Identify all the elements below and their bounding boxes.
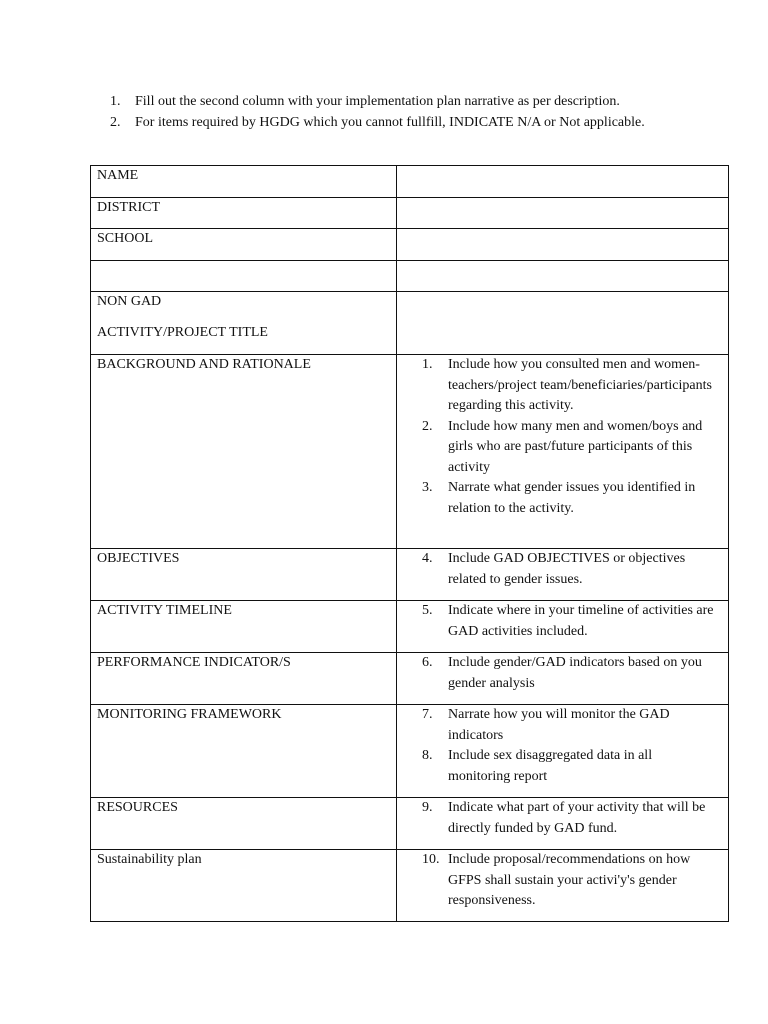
value-cell-monitoring[interactable]	[397, 705, 729, 798]
row-label: RESOURCES	[97, 800, 178, 815]
row-label: BACKGROUND AND RATIONALE	[97, 357, 311, 372]
instruction-text: Fill out the second column with your implementation plan narrative as per description.	[135, 94, 620, 109]
row-label: Sustainability plan	[97, 852, 202, 867]
table-row-blank	[91, 261, 729, 292]
value-cell-sustainability[interactable]	[397, 850, 729, 922]
table-row-school	[91, 229, 729, 261]
value-cell-timeline[interactable]	[397, 601, 729, 653]
list-item	[422, 549, 716, 590]
instruction-text: For items required by HGDG which you cannot fullfill, INDICATE N/A or Not applicable.	[135, 114, 645, 130]
item-text: Include how many men and women/boys and girls who are past/future participants of this activity	[448, 418, 703, 475]
table-row-objectives	[91, 549, 729, 601]
item-number: 5.	[422, 603, 433, 618]
row-label: NON GAD	[97, 294, 162, 309]
label-cell-background	[91, 355, 397, 549]
table-row-title	[91, 292, 729, 355]
label-cell-sustainability	[91, 850, 397, 922]
row-label: NAME	[97, 168, 139, 183]
table-row-background	[91, 355, 729, 549]
label-cell-monitoring	[91, 705, 397, 798]
row-label: SCHOOL	[97, 231, 154, 246]
label-cell-school	[91, 229, 397, 261]
list-item	[422, 746, 716, 787]
label-cell-district	[91, 198, 397, 229]
item-number: 4.	[422, 551, 433, 566]
table-row-resources	[91, 798, 729, 850]
value-cell-school[interactable]	[397, 229, 729, 261]
item-text: Include GAD OBJECTIVES or objectives related to gender issues.	[448, 551, 686, 587]
instruction-item	[110, 92, 690, 113]
table-row-performance	[91, 653, 729, 705]
row-label: ACTIVITY/PROJECT TITLE	[97, 324, 268, 340]
item-text: Include how you consulted men and women- teachers/project team/beneficiaries/participants regarding this activity.	[448, 357, 712, 413]
row-label: MONITORING FRAMEWORK	[97, 707, 282, 722]
item-number: 9.	[422, 800, 433, 815]
item-number: 10.	[422, 852, 440, 867]
item-text: Indicate where in your timeline of activities are GAD activities included.	[448, 603, 714, 639]
table-row-monitoring	[91, 705, 729, 798]
instruction-number: 2.	[110, 114, 121, 130]
list-item	[422, 653, 716, 694]
list-item	[422, 850, 716, 912]
value-cell-district[interactable]	[397, 198, 729, 229]
row-label: DISTRICT	[97, 200, 160, 215]
value-cell-objectives[interactable]	[397, 549, 729, 601]
instructions-list	[110, 92, 690, 133]
label-cell-name	[91, 166, 397, 198]
label-cell-timeline	[91, 601, 397, 653]
item-number: 8.	[422, 748, 433, 763]
table-row-sustainability	[91, 850, 729, 922]
value-cell-resources[interactable]	[397, 798, 729, 850]
label-cell-performance	[91, 653, 397, 705]
label-cell-resources	[91, 798, 397, 850]
list-item	[422, 705, 716, 746]
table-row-name	[91, 166, 729, 198]
label-cell-title	[91, 292, 397, 355]
instruction-item	[110, 113, 690, 134]
list-item	[422, 478, 716, 519]
item-number: 2.	[422, 418, 433, 434]
instruction-number: 1.	[110, 94, 121, 109]
item-text: Include proposal/recommendations on how GFPS shall sustain your activi'y's gender responsiveness.	[448, 852, 691, 908]
item-number: 6.	[422, 655, 433, 670]
item-text: Narrate how you will monitor the GAD indicators	[448, 707, 670, 743]
item-text: Include sex disaggregated data in all monitoring report	[448, 748, 653, 784]
label-cell-blank[interactable]	[91, 261, 397, 292]
implementation-plan-table	[90, 165, 729, 922]
item-text: Indicate what part of your activity that will be directly funded by GAD fund.	[448, 800, 706, 836]
table-row-district	[91, 198, 729, 229]
table-row-timeline	[91, 601, 729, 653]
value-cell-name[interactable]	[397, 166, 729, 198]
item-number: 1.	[422, 357, 433, 372]
list-item	[422, 355, 716, 417]
row-label: OBJECTIVES	[97, 551, 180, 566]
row-label: PERFORMANCE INDICATOR/S	[97, 655, 291, 670]
list-item	[422, 798, 716, 839]
value-cell-title[interactable]	[397, 292, 729, 355]
item-text: Include gender/GAD indicators based on you gender analysis	[448, 655, 702, 691]
item-text: Narrate what gender issues you identified in relation to the activity.	[448, 480, 696, 516]
list-item	[422, 417, 716, 479]
label-cell-objectives	[91, 549, 397, 601]
list-item	[422, 601, 716, 642]
row-label: ACTIVITY TIMELINE	[97, 603, 232, 618]
item-number: 7.	[422, 707, 433, 722]
value-cell-background[interactable]	[397, 355, 729, 549]
value-cell-performance[interactable]	[397, 653, 729, 705]
value-cell-blank[interactable]	[397, 261, 729, 292]
item-number: 3.	[422, 480, 433, 495]
